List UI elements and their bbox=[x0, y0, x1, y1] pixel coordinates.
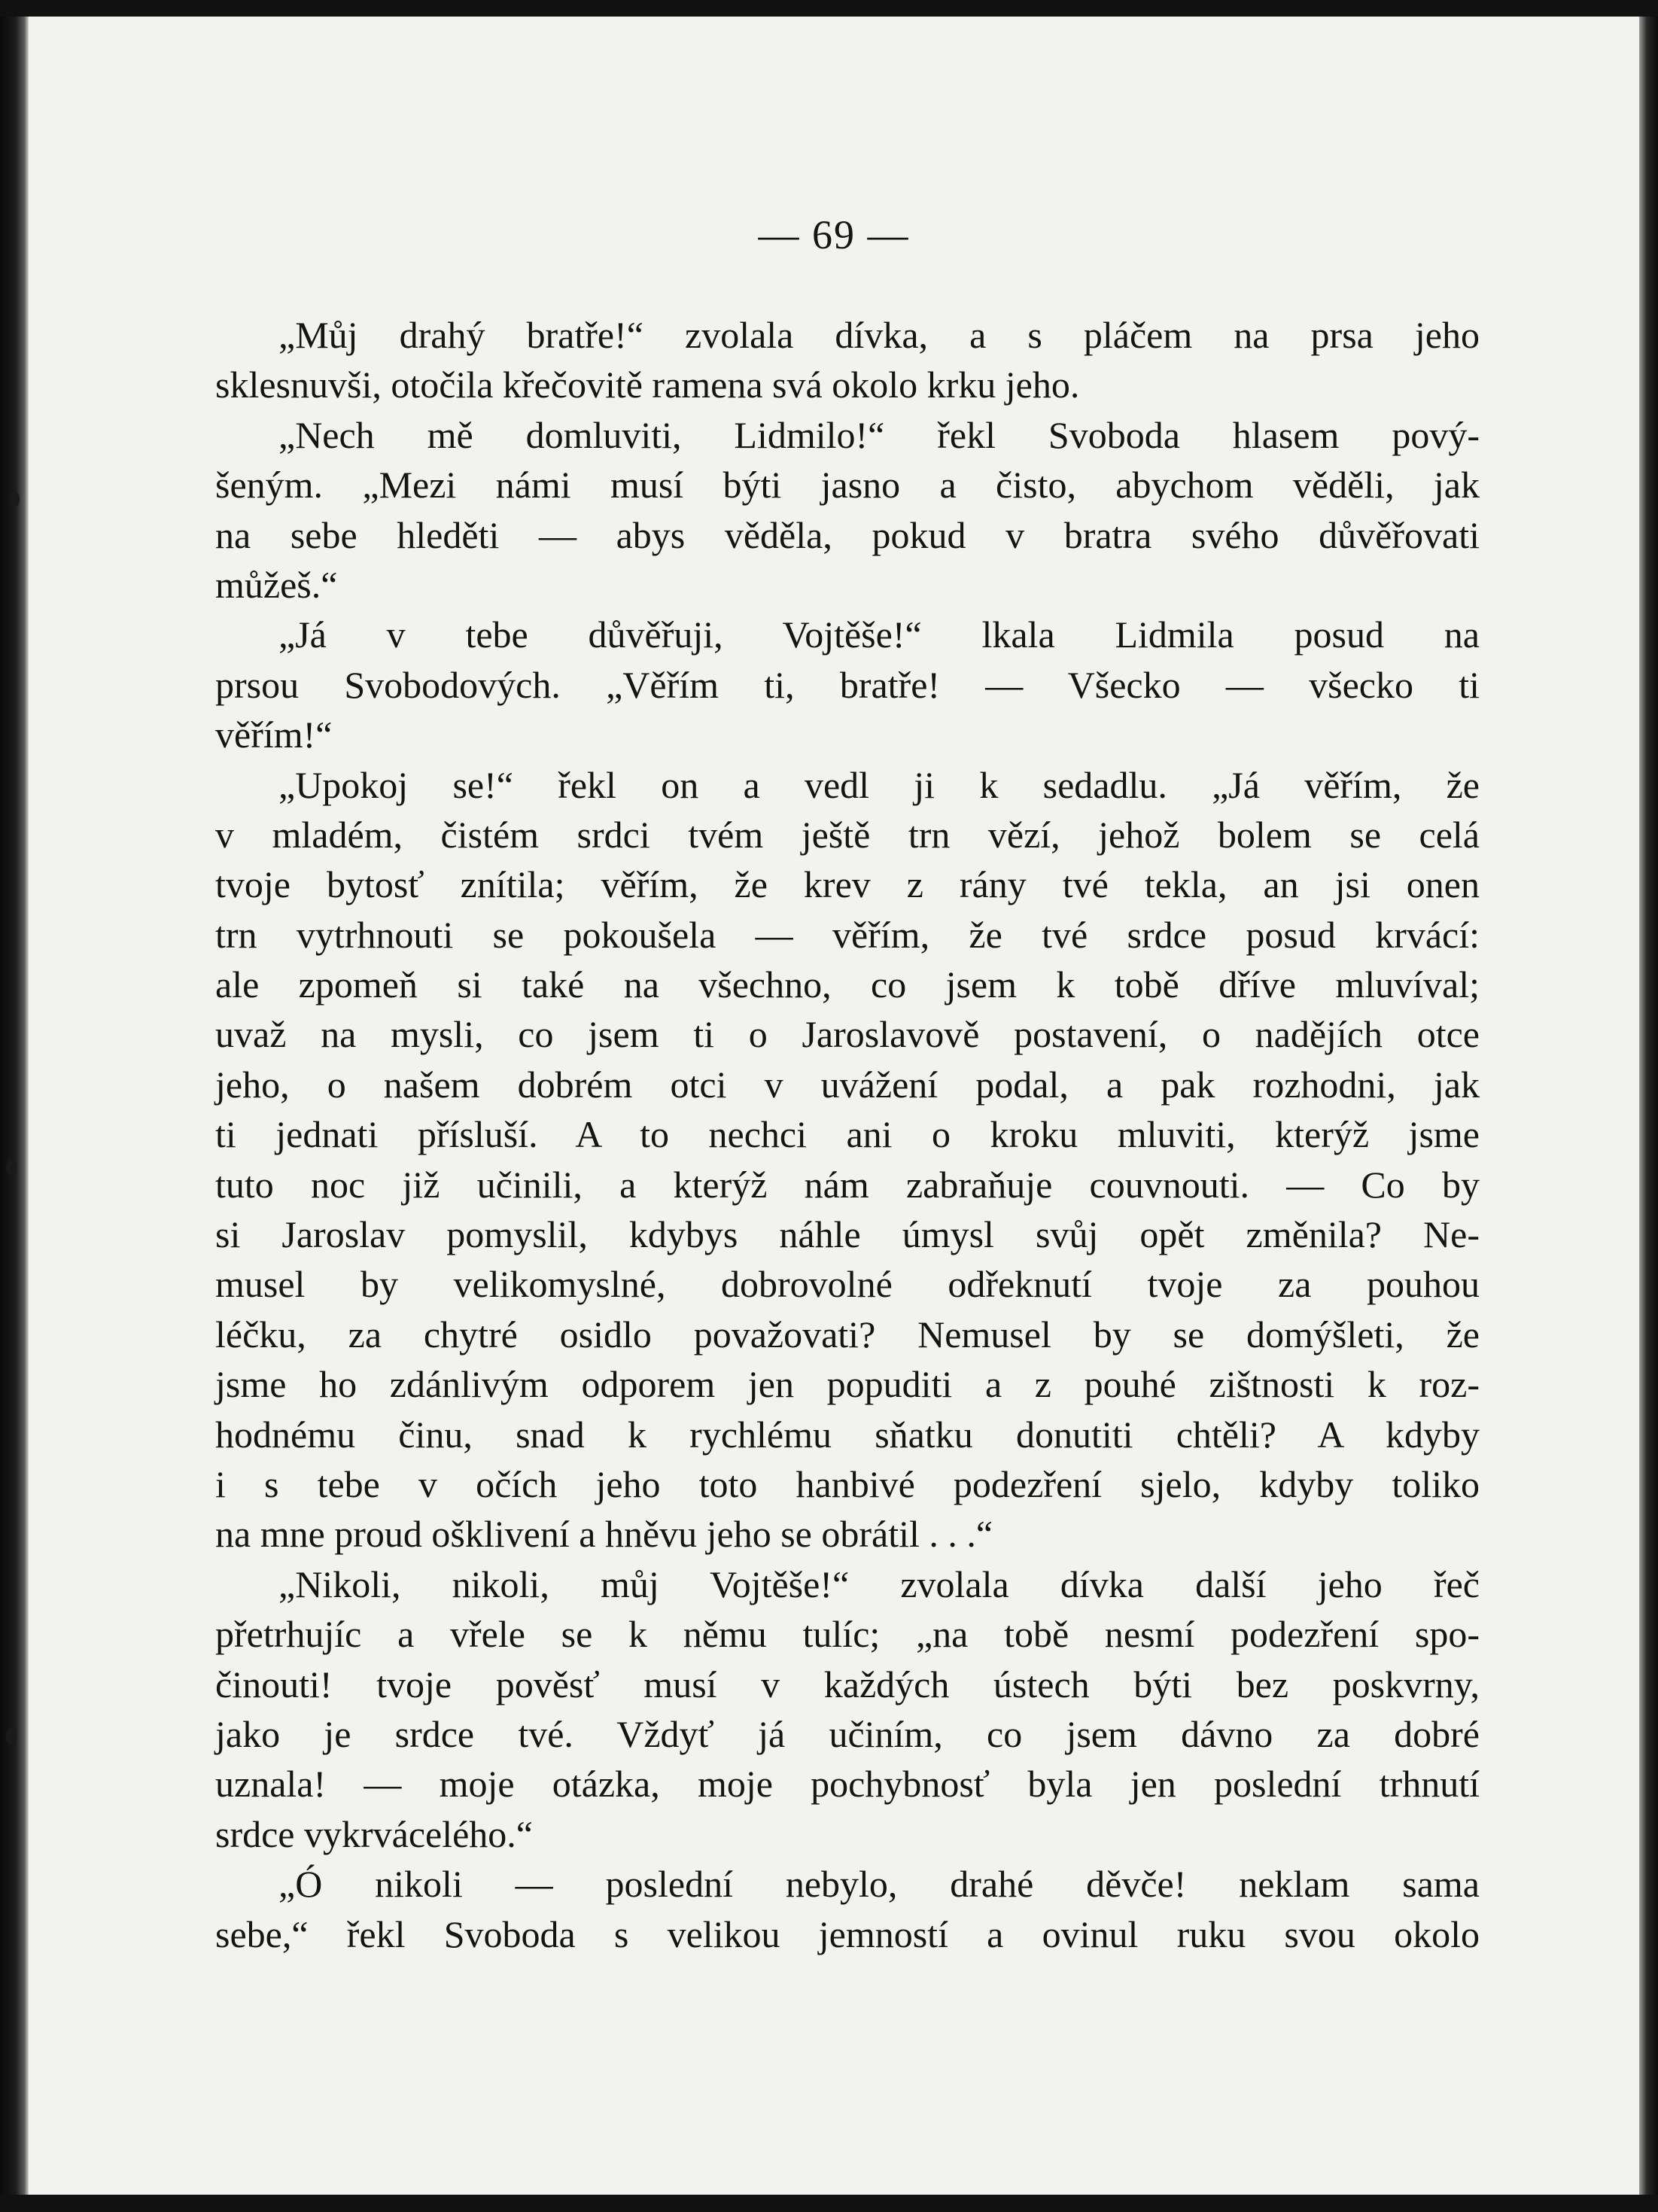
text-line: můžeš.“ bbox=[215, 563, 338, 606]
text-line: uvaž na mysli, co jsem ti o Jaroslavově postavení, o nadějích otce bbox=[215, 1013, 1480, 1056]
text-line: „Já v tebe důvěřuji, Vojtěše!“ lkala Lidmila posud na bbox=[278, 613, 1480, 656]
text-line: přetrhujíc a vřele se k němu tulíc; „na tobě nesmí podezření spo- bbox=[215, 1613, 1480, 1656]
text-line: i s tebe v očích jeho toto hanbivé podezření sjelo, kdyby toliko bbox=[215, 1462, 1480, 1505]
text-line: si Jaroslav pomyslil, kdybys náhle úmysl svůj opět změnila? Ne- bbox=[215, 1213, 1480, 1256]
text-line: hodnému činu, snad k rychlému sňatku donutiti chtěli? A kdyby bbox=[215, 1413, 1480, 1456]
text-line: činouti! tvoje pověsť musí v každých ústech býti bez poskvrny, bbox=[215, 1663, 1480, 1705]
text-line: uznala! — moje otázka, moje pochybnosť byla jen poslední trhnutí bbox=[215, 1763, 1480, 1806]
text-line: jeho, o našem dobrém otci v uvážení podal, a pak rozhodni, jak bbox=[215, 1063, 1480, 1106]
text-line: léčku, za chytré osidlo považovati? Nemusel by se domýšleti, že bbox=[215, 1313, 1480, 1355]
page-number: — 69 — bbox=[758, 212, 910, 257]
text-line: tvoje bytosť znítila; věřím, že krev z rány tvé tekla, an jsi onen bbox=[215, 863, 1480, 906]
book-page bbox=[29, 17, 1639, 2195]
text-line: šeným. „Mezi námi musí býti jasno a čisto, abychom věděli, jak bbox=[215, 464, 1480, 507]
text-line: sebe,“ řekl Svoboda s velikou jemností a ovinul ruku svou okolo bbox=[215, 1912, 1480, 1955]
body-text bbox=[215, 310, 1480, 1959]
text-line: věřím!“ bbox=[215, 713, 333, 756]
text-line: jako je srdce tvé. Vždyť já učiním, co jsem dávno za dobré bbox=[215, 1712, 1480, 1755]
text-line: „Nikoli, nikoli, můj Vojtěše!“ zvolala dívka další jeho řeč bbox=[278, 1562, 1480, 1605]
text-line: ale zpomeň si také na všechno, co jsem k tobě dříve mluvíval; bbox=[215, 963, 1480, 1006]
text-line: prsou Svobodových. „Věřím ti, bratře! — Všecko — všecko ti bbox=[215, 663, 1480, 706]
binding-mark bbox=[6, 1159, 17, 1176]
text-line: jsme ho zdánlivým odporem jen popuditi a z pouhé zištnosti k roz- bbox=[215, 1363, 1480, 1406]
text-line: tuto noc již učinili, a kterýž nám zabraňuje couvnouti. — Co by bbox=[215, 1163, 1480, 1206]
text-line: v mladém, čistém srdci tvém ještě trn vězí, jehož bolem se celá bbox=[215, 813, 1480, 856]
binding-mark bbox=[9, 491, 20, 507]
text-line: trn vytrhnouti se pokoušela — věřím, že tvé srdce posud krvácí: bbox=[215, 913, 1480, 956]
text-line: „Upokoj se!“ řekl on a vedl ji k sedadlu. „Já věřím, že bbox=[278, 763, 1480, 806]
text-line: „Můj drahý bratře!“ zvolala dívka, a s pláčem na prsa jeho bbox=[278, 314, 1480, 356]
binding-mark bbox=[6, 1728, 17, 1745]
text-line: srdce vykrváceléhо.“ bbox=[215, 1812, 533, 1855]
text-line: „Nech mě domluviti, Lidmilo!“ řekl Svoboda hlasem pový- bbox=[278, 413, 1480, 456]
text-line: na mne proud ošklivení a hněvu jeho se obrátil . . .“ bbox=[215, 1513, 993, 1556]
text-line: musel by velikomyslné, dobrovolné odřeknutí tvoje za pouhou bbox=[215, 1263, 1480, 1306]
text-line: na sebe hleděti — abys věděla, pokud v bratra svého důvěřovati bbox=[215, 513, 1480, 556]
page-left-edge-shadow bbox=[0, 17, 29, 2195]
text-line: sklesnuvši, otočila křečovitě ramena svá okolo krku jeho. bbox=[215, 364, 1080, 406]
text-line: „Ó nikoli — poslední nebylo, drahé děvče! neklam sama bbox=[278, 1863, 1480, 1906]
text-line: ti jednati přísluší. A to nechci ani o kroku mluviti, kterýž jsme bbox=[215, 1113, 1480, 1156]
page-right-edge-shadow bbox=[1639, 17, 1658, 2195]
